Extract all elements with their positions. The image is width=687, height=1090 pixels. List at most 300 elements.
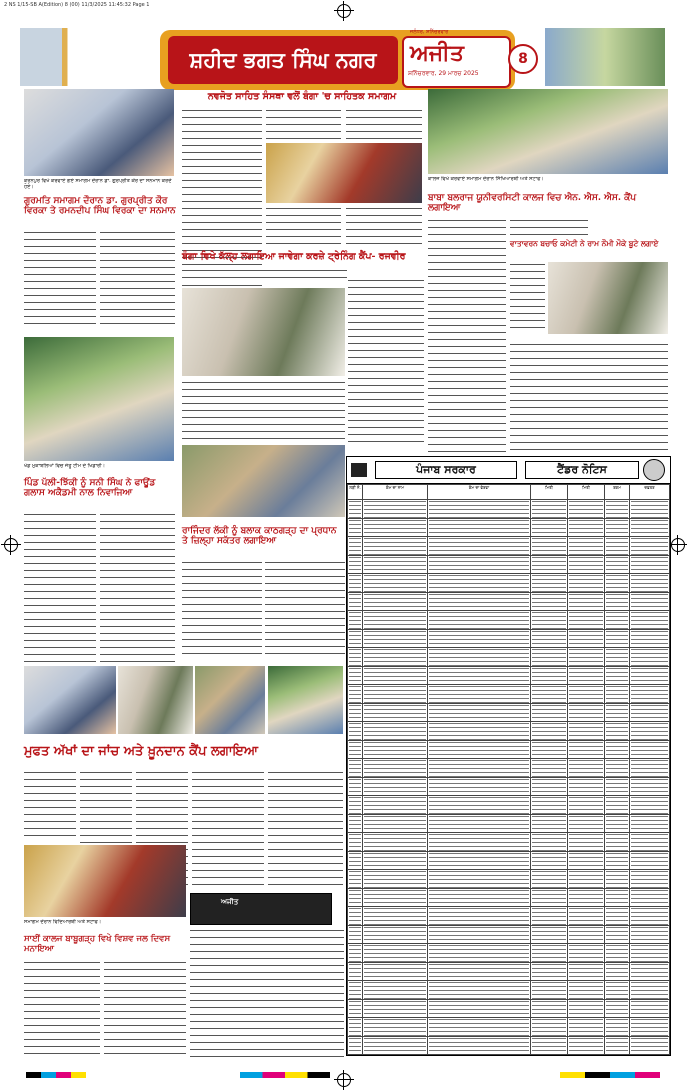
table-row bbox=[348, 703, 670, 722]
article-text-column bbox=[24, 770, 76, 840]
cell-text-lines bbox=[532, 852, 566, 870]
cell-text-lines bbox=[606, 926, 628, 944]
cell-text-lines bbox=[349, 1037, 361, 1055]
table-cell bbox=[363, 555, 428, 574]
table-cell bbox=[363, 518, 428, 537]
cell-text-lines bbox=[569, 1000, 603, 1018]
cell-text-lines bbox=[349, 593, 361, 611]
table-cell bbox=[568, 833, 605, 852]
table-cell bbox=[531, 518, 568, 537]
cell-text-lines bbox=[349, 870, 361, 888]
cell-text-lines bbox=[606, 500, 628, 518]
headline-tree-plantation: ਵਾਤਾਵਰਨ ਬਚਾਓ ਕਮੇਟੀ ਨੇ ਰਾਮ ਨੌਮੀ ਮੌਕੇ ਬੂਟੇ ਲਗਾਏ bbox=[510, 239, 659, 248]
cell-text-lines bbox=[429, 574, 529, 592]
table-cell bbox=[531, 962, 568, 981]
cell-text-lines bbox=[631, 1000, 668, 1018]
cell-text-lines bbox=[429, 685, 529, 703]
cell-text-lines bbox=[364, 1000, 426, 1018]
table-cell bbox=[348, 574, 363, 593]
table-cell bbox=[531, 629, 568, 648]
cell-text-lines bbox=[532, 685, 566, 703]
table-cell bbox=[605, 814, 630, 833]
table-cell bbox=[348, 685, 363, 704]
table-cell bbox=[348, 740, 363, 759]
table-cell bbox=[428, 666, 531, 685]
cell-text-lines bbox=[349, 796, 361, 814]
cell-text-lines bbox=[532, 593, 566, 611]
table-cell bbox=[568, 574, 605, 593]
cell-text-lines bbox=[631, 500, 668, 518]
table-cell bbox=[605, 907, 630, 926]
cell-text-lines bbox=[631, 574, 668, 592]
col-header: ਲੜੀ ਨੰ. bbox=[348, 485, 363, 500]
cell-text-lines bbox=[429, 1000, 529, 1018]
table-cell bbox=[363, 574, 428, 593]
cell-text-lines bbox=[532, 778, 566, 796]
article-text-column bbox=[510, 262, 545, 334]
ad-label: ਅਜੀਤ bbox=[221, 898, 239, 906]
photo-water-day bbox=[24, 845, 186, 917]
table-cell bbox=[605, 703, 630, 722]
table-cell bbox=[363, 666, 428, 685]
table-row bbox=[348, 666, 670, 685]
table-row bbox=[348, 500, 670, 519]
cell-text-lines bbox=[569, 981, 603, 999]
table-cell bbox=[531, 777, 568, 796]
table-cell bbox=[568, 759, 605, 778]
table-cell bbox=[348, 648, 363, 667]
cell-text-lines bbox=[364, 796, 426, 814]
cell-text-lines bbox=[429, 852, 529, 870]
table-cell bbox=[605, 666, 630, 685]
table-cell bbox=[363, 870, 428, 889]
table-row bbox=[348, 574, 670, 593]
cell-text-lines bbox=[532, 981, 566, 999]
table-cell bbox=[630, 925, 670, 944]
cell-text-lines bbox=[606, 556, 628, 574]
color-bar bbox=[26, 1072, 86, 1078]
cell-text-lines bbox=[349, 963, 361, 981]
table-cell bbox=[348, 870, 363, 889]
cell-text-lines bbox=[606, 870, 628, 888]
headline-gurmat-samagam: ਗੁਰਮਤਿ ਸਮਾਗਮ ਦੌਰਾਨ ਡਾ. ਗੁਰਪ੍ਰੀਤ ਕੌਰ ਵਿਰਕਾ ਤੇ ਰਮਨਦੀਪ ਸਿੰਘ ਵਿਰਕਾ ਦਾ ਸਨਮਾਨ bbox=[24, 196, 176, 217]
table-cell bbox=[568, 888, 605, 907]
table-cell bbox=[605, 999, 630, 1018]
table-cell bbox=[428, 722, 531, 741]
cell-text-lines bbox=[349, 500, 361, 518]
cell-text-lines bbox=[429, 870, 529, 888]
table-cell bbox=[428, 555, 531, 574]
cell-text-lines bbox=[631, 741, 668, 759]
table-cell bbox=[363, 592, 428, 611]
table-cell bbox=[630, 1018, 670, 1037]
cell-text-lines bbox=[429, 1037, 529, 1055]
cell-text-lines bbox=[532, 963, 566, 981]
cell-text-lines bbox=[429, 667, 529, 685]
masthead-date: ਸ਼ਨਿੱਚਰਵਾਰ, 29 ਮਾਰਚ 2025 bbox=[408, 70, 479, 77]
cell-text-lines bbox=[569, 500, 603, 518]
table-cell bbox=[605, 962, 630, 981]
table-cell bbox=[428, 870, 531, 889]
table-row bbox=[348, 962, 670, 981]
table-cell bbox=[630, 888, 670, 907]
table-cell bbox=[428, 944, 531, 963]
table-row bbox=[348, 907, 670, 926]
table-cell bbox=[348, 999, 363, 1018]
table-cell bbox=[630, 999, 670, 1018]
cell-text-lines bbox=[569, 963, 603, 981]
table-cell bbox=[363, 1018, 428, 1037]
table-cell bbox=[630, 648, 670, 667]
cell-text-lines bbox=[532, 759, 566, 777]
cell-text-lines bbox=[349, 759, 361, 777]
article-text-column bbox=[266, 206, 341, 246]
cell-text-lines bbox=[532, 1037, 566, 1055]
table-cell bbox=[605, 611, 630, 630]
masthead-paper-box bbox=[402, 36, 511, 88]
cell-text-lines bbox=[532, 704, 566, 722]
table-cell bbox=[605, 740, 630, 759]
table-cell bbox=[568, 722, 605, 741]
cell-text-lines bbox=[532, 611, 566, 629]
table-cell bbox=[428, 999, 531, 1018]
cell-text-lines bbox=[569, 944, 603, 962]
cell-text-lines bbox=[364, 593, 426, 611]
cell-text-lines bbox=[364, 833, 426, 851]
photo-caption: ਕਰਨਪੁਰ ਵਿਖੇ ਕਰਵਾਏ ਗਏ ਸਮਾਗਮ ਦੌਰਾਨ ਡਾ. ਗੁਰਪ੍ਰੀਤ ਕੌਰ ਦਾ ਸਨਮਾਨ ਕਰਦੇ ਹੋਏ। bbox=[24, 178, 172, 190]
cell-text-lines bbox=[631, 759, 668, 777]
table-cell bbox=[605, 851, 630, 870]
table-cell bbox=[568, 962, 605, 981]
cell-text-lines bbox=[364, 1018, 426, 1036]
table-cell bbox=[605, 500, 630, 519]
table-cell bbox=[428, 888, 531, 907]
table-row bbox=[348, 759, 670, 778]
cell-text-lines bbox=[631, 537, 668, 555]
cell-text-lines bbox=[429, 759, 529, 777]
cell-text-lines bbox=[569, 889, 603, 907]
table-cell bbox=[348, 777, 363, 796]
cell-text-lines bbox=[532, 500, 566, 518]
table-cell bbox=[428, 814, 531, 833]
cell-text-lines bbox=[606, 833, 628, 851]
table-cell bbox=[428, 796, 531, 815]
cell-text-lines bbox=[364, 574, 426, 592]
col-header: ਕੰਮ ਦਾ ਵੇਰਵਾ bbox=[428, 485, 531, 500]
table-cell bbox=[363, 814, 428, 833]
table-cell bbox=[531, 1018, 568, 1037]
table-cell bbox=[348, 925, 363, 944]
cell-text-lines bbox=[532, 833, 566, 851]
cell-text-lines bbox=[606, 944, 628, 962]
table-cell bbox=[605, 555, 630, 574]
table-cell bbox=[428, 981, 531, 1000]
table-cell bbox=[605, 944, 630, 963]
table-row bbox=[348, 555, 670, 574]
photo-caption: ਖੇਡ ਮੁਕਾਬਲਿਆਂ ਵਿਚ ਜੇਤੂ ਟੀਮ ਦੇ ਖਿਡਾਰੀ। bbox=[24, 463, 105, 469]
cell-text-lines bbox=[349, 648, 361, 666]
cell-text-lines bbox=[532, 1018, 566, 1036]
article-text-column bbox=[192, 770, 264, 888]
table-cell bbox=[428, 851, 531, 870]
article-text-column bbox=[24, 512, 96, 662]
table-cell bbox=[630, 703, 670, 722]
col-header: ਮਿਤੀ bbox=[568, 485, 605, 500]
table-cell bbox=[531, 703, 568, 722]
cell-text-lines bbox=[429, 926, 529, 944]
table-cell bbox=[428, 592, 531, 611]
table-cell bbox=[363, 685, 428, 704]
cell-text-lines bbox=[606, 963, 628, 981]
cell-text-lines bbox=[569, 852, 603, 870]
table-cell bbox=[363, 537, 428, 556]
page-number: 8 bbox=[508, 44, 538, 74]
header-decoration-left bbox=[20, 28, 160, 86]
article-text-column bbox=[428, 260, 506, 455]
cell-text-lines bbox=[349, 685, 361, 703]
table-cell bbox=[630, 685, 670, 704]
cell-text-lines bbox=[631, 852, 668, 870]
cell-text-lines bbox=[569, 870, 603, 888]
cell-text-lines bbox=[631, 611, 668, 629]
cell-text-lines bbox=[631, 1037, 668, 1055]
cell-text-lines bbox=[532, 870, 566, 888]
cell-text-lines bbox=[606, 852, 628, 870]
cell-text-lines bbox=[429, 593, 529, 611]
cell-text-lines bbox=[532, 926, 566, 944]
cell-text-lines bbox=[429, 778, 529, 796]
table-cell bbox=[630, 814, 670, 833]
table-cell bbox=[630, 907, 670, 926]
table-row bbox=[348, 1036, 670, 1055]
cell-text-lines bbox=[532, 889, 566, 907]
cell-text-lines bbox=[606, 685, 628, 703]
cell-text-lines bbox=[364, 778, 426, 796]
table-cell bbox=[568, 851, 605, 870]
table-cell bbox=[363, 833, 428, 852]
table-row bbox=[348, 611, 670, 630]
headline-banga-camp: ਬੰਗਾ ਵਿਖੇ ਕੱਲ੍ਹ ਲਗਾਇਆ ਜਾਵੇਗਾ ਕਰਜ਼ੇ ਟ੍ਰੇਨਿੰਗ ਕੈਂਪ- ਰਜਵੀਰ bbox=[182, 251, 406, 262]
cell-text-lines bbox=[364, 815, 426, 833]
table-cell bbox=[363, 611, 428, 630]
cell-text-lines bbox=[606, 796, 628, 814]
article-text-column bbox=[348, 278, 424, 448]
photo-eye-camp-2 bbox=[118, 666, 193, 734]
cell-text-lines bbox=[364, 500, 426, 518]
table-cell bbox=[363, 740, 428, 759]
cell-text-lines bbox=[349, 778, 361, 796]
cell-text-lines bbox=[349, 907, 361, 925]
cell-text-lines bbox=[349, 611, 361, 629]
table-cell bbox=[605, 759, 630, 778]
table-row bbox=[348, 925, 670, 944]
cell-text-lines bbox=[532, 796, 566, 814]
cell-text-lines bbox=[364, 667, 426, 685]
cell-text-lines bbox=[631, 870, 668, 888]
cell-text-lines bbox=[532, 574, 566, 592]
headline-water-day: ਸਾਈਂ ਕਾਲਜ ਬਾਬੂਗੜ੍ਹ ਵਿਖੇ ਵਿਸ਼ਵ ਜਲ ਦਿਵਸ ਮਨਾਇਆ bbox=[24, 934, 171, 954]
table-row bbox=[348, 851, 670, 870]
cell-text-lines bbox=[569, 537, 603, 555]
notice-table-header bbox=[348, 485, 670, 500]
table-cell bbox=[568, 703, 605, 722]
cell-text-lines bbox=[631, 667, 668, 685]
table-cell bbox=[531, 500, 568, 519]
photo-sports-team bbox=[24, 337, 174, 461]
photo-eye-camp-4 bbox=[268, 666, 343, 734]
cell-text-lines bbox=[429, 1018, 529, 1036]
cell-text-lines bbox=[631, 815, 668, 833]
cell-text-lines bbox=[606, 981, 628, 999]
cell-text-lines bbox=[429, 500, 529, 518]
table-cell bbox=[363, 944, 428, 963]
cell-text-lines bbox=[429, 944, 529, 962]
table-row bbox=[348, 981, 670, 1000]
table-cell bbox=[568, 777, 605, 796]
table-cell bbox=[348, 722, 363, 741]
cell-text-lines bbox=[429, 704, 529, 722]
table-cell bbox=[531, 814, 568, 833]
cell-text-lines bbox=[349, 556, 361, 574]
print-meta: 2 NS 1/15-SB A(Edition) 8 (00) 11/3/2025 11:45:32 Page 1 bbox=[4, 2, 150, 8]
cell-text-lines bbox=[364, 852, 426, 870]
cell-text-lines bbox=[631, 685, 668, 703]
masthead-title: ਸ਼ਹੀਦ ਭਗਤ ਸਿੰਘ ਨਗਰ bbox=[168, 36, 398, 84]
table-cell bbox=[428, 833, 531, 852]
table-cell bbox=[630, 555, 670, 574]
col-header: ਦਫ਼ਤਰ bbox=[630, 485, 670, 500]
table-cell bbox=[348, 796, 363, 815]
cell-text-lines bbox=[349, 537, 361, 555]
headline-eye-camp: ਮੁਫਤ ਅੱਖਾਂ ਦਾ ਜਾਂਚ ਅਤੇ ਖ਼ੂਨਦਾਨ ਕੈਂਪ ਲਗਾਇਆ bbox=[24, 744, 258, 759]
cell-text-lines bbox=[349, 667, 361, 685]
cell-text-lines bbox=[429, 815, 529, 833]
table-row bbox=[348, 629, 670, 648]
masthead bbox=[160, 30, 515, 90]
photo-sahit-samagam bbox=[266, 143, 422, 203]
table-cell bbox=[348, 981, 363, 1000]
cell-text-lines bbox=[606, 759, 628, 777]
table-cell bbox=[348, 833, 363, 852]
cell-text-lines bbox=[349, 519, 361, 537]
table-cell bbox=[531, 574, 568, 593]
table-cell bbox=[630, 611, 670, 630]
table-cell bbox=[568, 1018, 605, 1037]
article-text-column bbox=[24, 960, 100, 1060]
article-text-column bbox=[346, 108, 422, 140]
photo-tree-plantation bbox=[548, 262, 668, 334]
headline-rajinder-lucky: ਰਾਜਿੰਦਰ ਲੱਕੀ ਨੂੰ ਬਲਾਕ ਕਾਠਗੜ੍ਹ ਦਾ ਪ੍ਰਧਾਨ ਤੇ ਜ਼ਿਲ੍ਹਾ ਸਕੱਤਰ ਲਗਾਇਆ bbox=[182, 526, 337, 547]
cell-text-lines bbox=[631, 648, 668, 666]
notice-header bbox=[347, 457, 670, 484]
table-cell bbox=[531, 907, 568, 926]
photo-eye-camp-3 bbox=[195, 666, 265, 734]
cell-text-lines bbox=[569, 926, 603, 944]
cell-text-lines bbox=[631, 593, 668, 611]
table-cell bbox=[531, 944, 568, 963]
cell-text-lines bbox=[349, 704, 361, 722]
govt-emblem-icon bbox=[643, 459, 665, 481]
cell-text-lines bbox=[349, 889, 361, 907]
table-cell bbox=[363, 981, 428, 1000]
cell-text-lines bbox=[349, 815, 361, 833]
cell-text-lines bbox=[606, 778, 628, 796]
table-cell bbox=[428, 500, 531, 519]
table-cell bbox=[568, 518, 605, 537]
table-cell bbox=[363, 648, 428, 667]
cell-text-lines bbox=[631, 981, 668, 999]
photo-caption: ਸਮਾਗਮ ਦੌਰਾਨ ਵਿਦਿਆਰਥੀ ਅਤੇ ਸਟਾਫ। bbox=[24, 919, 102, 925]
cell-text-lines bbox=[631, 704, 668, 722]
cell-text-lines bbox=[631, 722, 668, 740]
cell-text-lines bbox=[349, 574, 361, 592]
cell-text-lines bbox=[364, 556, 426, 574]
table-cell bbox=[605, 981, 630, 1000]
cell-text-lines bbox=[349, 852, 361, 870]
table-cell bbox=[363, 888, 428, 907]
cell-text-lines bbox=[349, 1018, 361, 1036]
cell-text-lines bbox=[569, 833, 603, 851]
registration-mark-icon bbox=[337, 1073, 351, 1087]
table-cell bbox=[531, 796, 568, 815]
article-text-column bbox=[510, 218, 588, 238]
table-cell bbox=[348, 888, 363, 907]
table-cell bbox=[348, 629, 363, 648]
table-cell bbox=[630, 944, 670, 963]
table-row bbox=[348, 944, 670, 963]
cell-text-lines bbox=[569, 593, 603, 611]
table-cell bbox=[428, 777, 531, 796]
tender-notice bbox=[346, 456, 671, 1056]
article-text-column bbox=[428, 218, 506, 256]
cell-text-lines bbox=[606, 648, 628, 666]
table-cell bbox=[531, 685, 568, 704]
table-cell bbox=[531, 1036, 568, 1055]
registration-mark-icon bbox=[671, 538, 685, 552]
cell-text-lines bbox=[429, 648, 529, 666]
table-cell bbox=[568, 611, 605, 630]
table-row bbox=[348, 685, 670, 704]
cell-text-lines bbox=[429, 741, 529, 759]
cell-text-lines bbox=[429, 907, 529, 925]
advertisement bbox=[190, 893, 332, 925]
cell-text-lines bbox=[569, 648, 603, 666]
cell-text-lines bbox=[631, 796, 668, 814]
table-cell bbox=[428, 1018, 531, 1037]
cell-text-lines bbox=[532, 944, 566, 962]
table-row bbox=[348, 796, 670, 815]
table-cell bbox=[605, 1018, 630, 1037]
table-row bbox=[348, 870, 670, 889]
table-cell bbox=[630, 981, 670, 1000]
table-cell bbox=[531, 870, 568, 889]
cell-text-lines bbox=[631, 926, 668, 944]
cell-text-lines bbox=[532, 519, 566, 537]
photo-college-group bbox=[428, 89, 668, 174]
table-cell bbox=[348, 1036, 363, 1055]
table-cell bbox=[428, 703, 531, 722]
cell-text-lines bbox=[606, 537, 628, 555]
table-cell bbox=[531, 537, 568, 556]
table-cell bbox=[630, 1036, 670, 1055]
table-cell bbox=[428, 537, 531, 556]
cell-text-lines bbox=[569, 685, 603, 703]
table-row bbox=[348, 722, 670, 741]
table-cell bbox=[363, 759, 428, 778]
table-cell bbox=[568, 814, 605, 833]
table-cell bbox=[568, 981, 605, 1000]
table-cell bbox=[348, 962, 363, 981]
